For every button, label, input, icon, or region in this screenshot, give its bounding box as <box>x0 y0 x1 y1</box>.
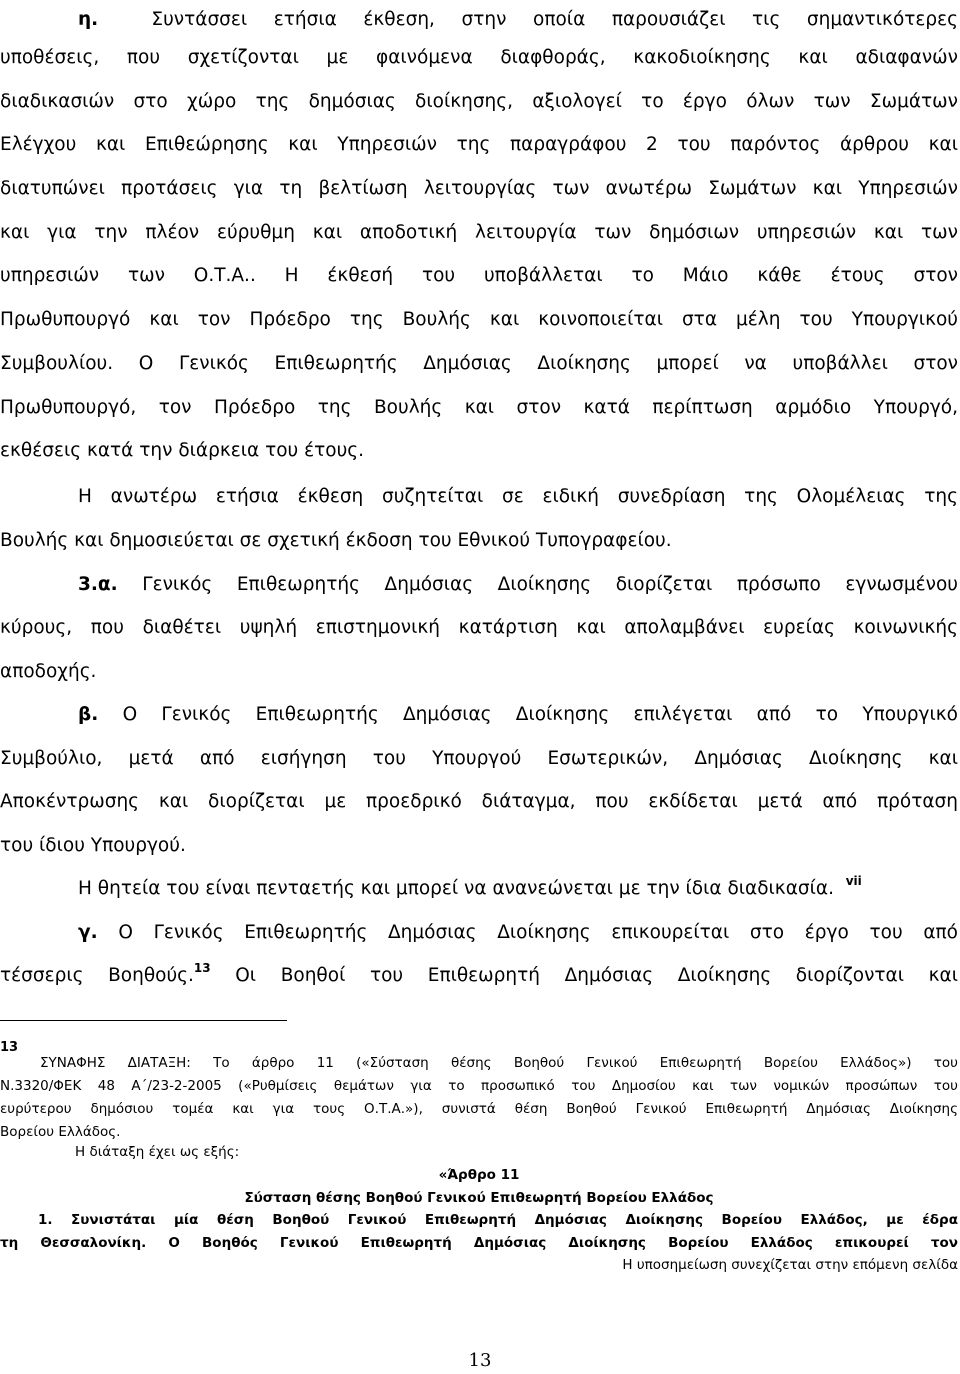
footnote-article-title: «Άρθρο 11 <box>438 1167 520 1183</box>
paragraph-term-text: Η θητεία του είναι πενταετής και μπορεί να ανανεώνεται με την ίδια διαδικασία. <box>78 878 834 899</box>
paragraph-term <box>78 866 958 912</box>
paragraph-gamma-line-2 <box>0 953 958 999</box>
paragraph-eta-line: υπηρεσιών των Ο.Τ.Α.. Η έκθεσή του υποβάλλεται το Μάιο κάθε έτους στον <box>0 265 958 286</box>
paragraph-beta-marker: β. <box>78 704 99 725</box>
footnote-line: ΣΥΝΑΦΗΣ ΔΙΑΤΑΞΗ: Το άρθρο 11 («Σύσταση θέσης Βοηθού Γενικού Επιθεωρητή Βορείου Ελλάδος») του <box>40 1055 958 1071</box>
paragraph-beta-line-2: Συμβούλιο, μετά από εισήγηση του Υπουργού Εσωτερικών, Δημόσιας Διοίκησης και <box>0 748 958 769</box>
footnote-ref[interactable]: 13 <box>193 961 211 975</box>
paragraph-gamma-line-1 <box>78 910 958 956</box>
paragraph-3a-line-3: αποδοχής. <box>0 661 97 682</box>
footnote-line: Ν.3320/ΦΕΚ 48 Α΄/23-2-2005 («Ρυθμίσεις θεμάτων για το προσωπικό του Δημοσίου και των νομικών προσώπων του <box>0 1078 958 1094</box>
footnote-line: ευρύτερου δημόσιου τομέα και για τους Ο.Τ.Α.»), συνιστά θέση Βοηθού Γενικού Επιθεωρητή Δημόσιας Διοίκησης <box>0 1101 958 1117</box>
paragraph-3a-line-1 <box>78 562 958 608</box>
paragraph-gamma-text: τέσσερις Βοηθούς. <box>0 965 194 986</box>
paragraph-eta-line: διαδικασιών στο χώρο της δημόσιας διοίκησης, αξιολογεί το έργο όλων των Σωμάτων <box>0 91 958 112</box>
endnote-ref[interactable]: vii <box>845 874 862 888</box>
footnote-item-1-line-1: 1. Συνιστάται μία θέση Βοηθού Γενικού Επιθεωρητή Δημόσιας Διοίκησης Βορείου Ελλάδος, με έδρα <box>38 1212 958 1228</box>
footnote-provision-intro: Η διάταξη έχει ως εξής: <box>75 1144 240 1160</box>
paragraph-beta-line-3: Αποκέντρωσης και διορίζεται με προεδρικό διάταγμα, που εκδίδεται μετά από πρόταση <box>0 791 958 812</box>
footnote-item-1-line-2: τη Θεσσαλονίκη. Ο Βοηθός Γενικού Επιθεωρητή Δημόσιας Διοίκησης Βορείου Ελλάδος επικουρεί τον <box>0 1235 958 1251</box>
paragraph-beta-line-1 <box>78 692 958 738</box>
footnote-number: 13 <box>0 1040 19 1055</box>
paragraph-eta-line: Ελέγχου και Επιθεώρησης και Υπηρεσιών της παραγράφου 2 του παρόντος άρθρου και <box>0 134 958 155</box>
page-number: 13 <box>468 1350 492 1371</box>
paragraph-gamma-text: Οι Βοηθοί του Επιθεωρητή Δημόσιας Διοίκησης διορίζονται και <box>235 965 959 986</box>
paragraph-annual-line-1: Η ανωτέρω ετήσια έκθεση συζητείται σε ειδική συνεδρίαση της Ολομέλειας της <box>78 486 958 507</box>
paragraph-eta-line: εκθέσεις κατά την διάρκεια του έτους. <box>0 440 365 461</box>
paragraph-gamma-marker: γ. <box>78 922 98 943</box>
paragraph-3a-line-2: κύρους, που διαθέτει υψηλή επιστημονική κατάρτιση και απολαμβάνει ευρείας κοινωνικής <box>0 617 958 638</box>
paragraph-eta-line: υποθέσεις, που σχετίζονται με φαινόμενα διαφθοράς, κακοδιοίκησης και αδιαφανών <box>0 47 958 68</box>
paragraph-eta-line: και για την πλέον εύρυθμη και αποδοτική λειτουργία των δημόσιων υπηρεσιών και των <box>0 222 958 243</box>
paragraph-eta-text: Συντάσσει ετήσια έκθεση, στην οποία παρουσιάζει τις σημαντικότερες <box>151 9 958 30</box>
paragraph-3a-text: Γενικός Επιθεωρητής Δημόσιας Διοίκησης διορίζεται πρόσωπο εγνωσμένου <box>142 574 959 595</box>
footnote-article-subtitle: Σύσταση θέσης Βοηθού Γενικού Επιθεωρητή Βορείου Ελλάδος <box>244 1190 714 1206</box>
paragraph-eta-line: Συμβουλίου. Ο Γενικός Επιθεωρητής Δημόσιας Διοίκησης μπορεί να υποβάλλει στον <box>0 353 958 374</box>
paragraph-beta-text: Ο Γενικός Επιθεωρητής Δημόσιας Διοίκησης επιλέγεται από το Υπουργικό <box>122 704 958 725</box>
paragraph-annual-line-2: Βουλής και δημοσιεύεται σε σχετική έκδοση του Εθνικού Τυπογραφείου. <box>0 530 672 551</box>
footnote-line: Βορείου Ελλάδος. <box>0 1124 121 1140</box>
paragraph-3a-marker: 3.α. <box>78 574 118 595</box>
paragraph-beta-line-4: του ίδιου Υπουργού. <box>0 835 186 856</box>
paragraph-eta-line: Πρωθυπουργό και τον Πρόεδρο της Βουλής και κοινοποιείται στα μέλη του Υπουργικού <box>0 309 958 330</box>
paragraph-eta-line: Πρωθυπουργό, τον Πρόεδρο της Βουλής και στον κατά περίπτωση αρμόδιο Υπουργό, <box>0 397 958 418</box>
paragraph-gamma-text: Ο Γενικός Επιθεωρητής Δημόσιας Διοίκησης επικουρείται στο έργο του από <box>118 922 958 943</box>
footnote-separator <box>0 1020 287 1021</box>
footnote-continued-note: Η υποσημείωση συνεχίζεται στην επόμενη σελίδα <box>622 1257 958 1273</box>
paragraph-eta-line: διατυπώνει προτάσεις για τη βελτίωση λειτουργίας των ανωτέρω Σωμάτων και Υπηρεσιών <box>0 178 958 199</box>
paragraph-eta-marker: η. <box>78 9 99 30</box>
